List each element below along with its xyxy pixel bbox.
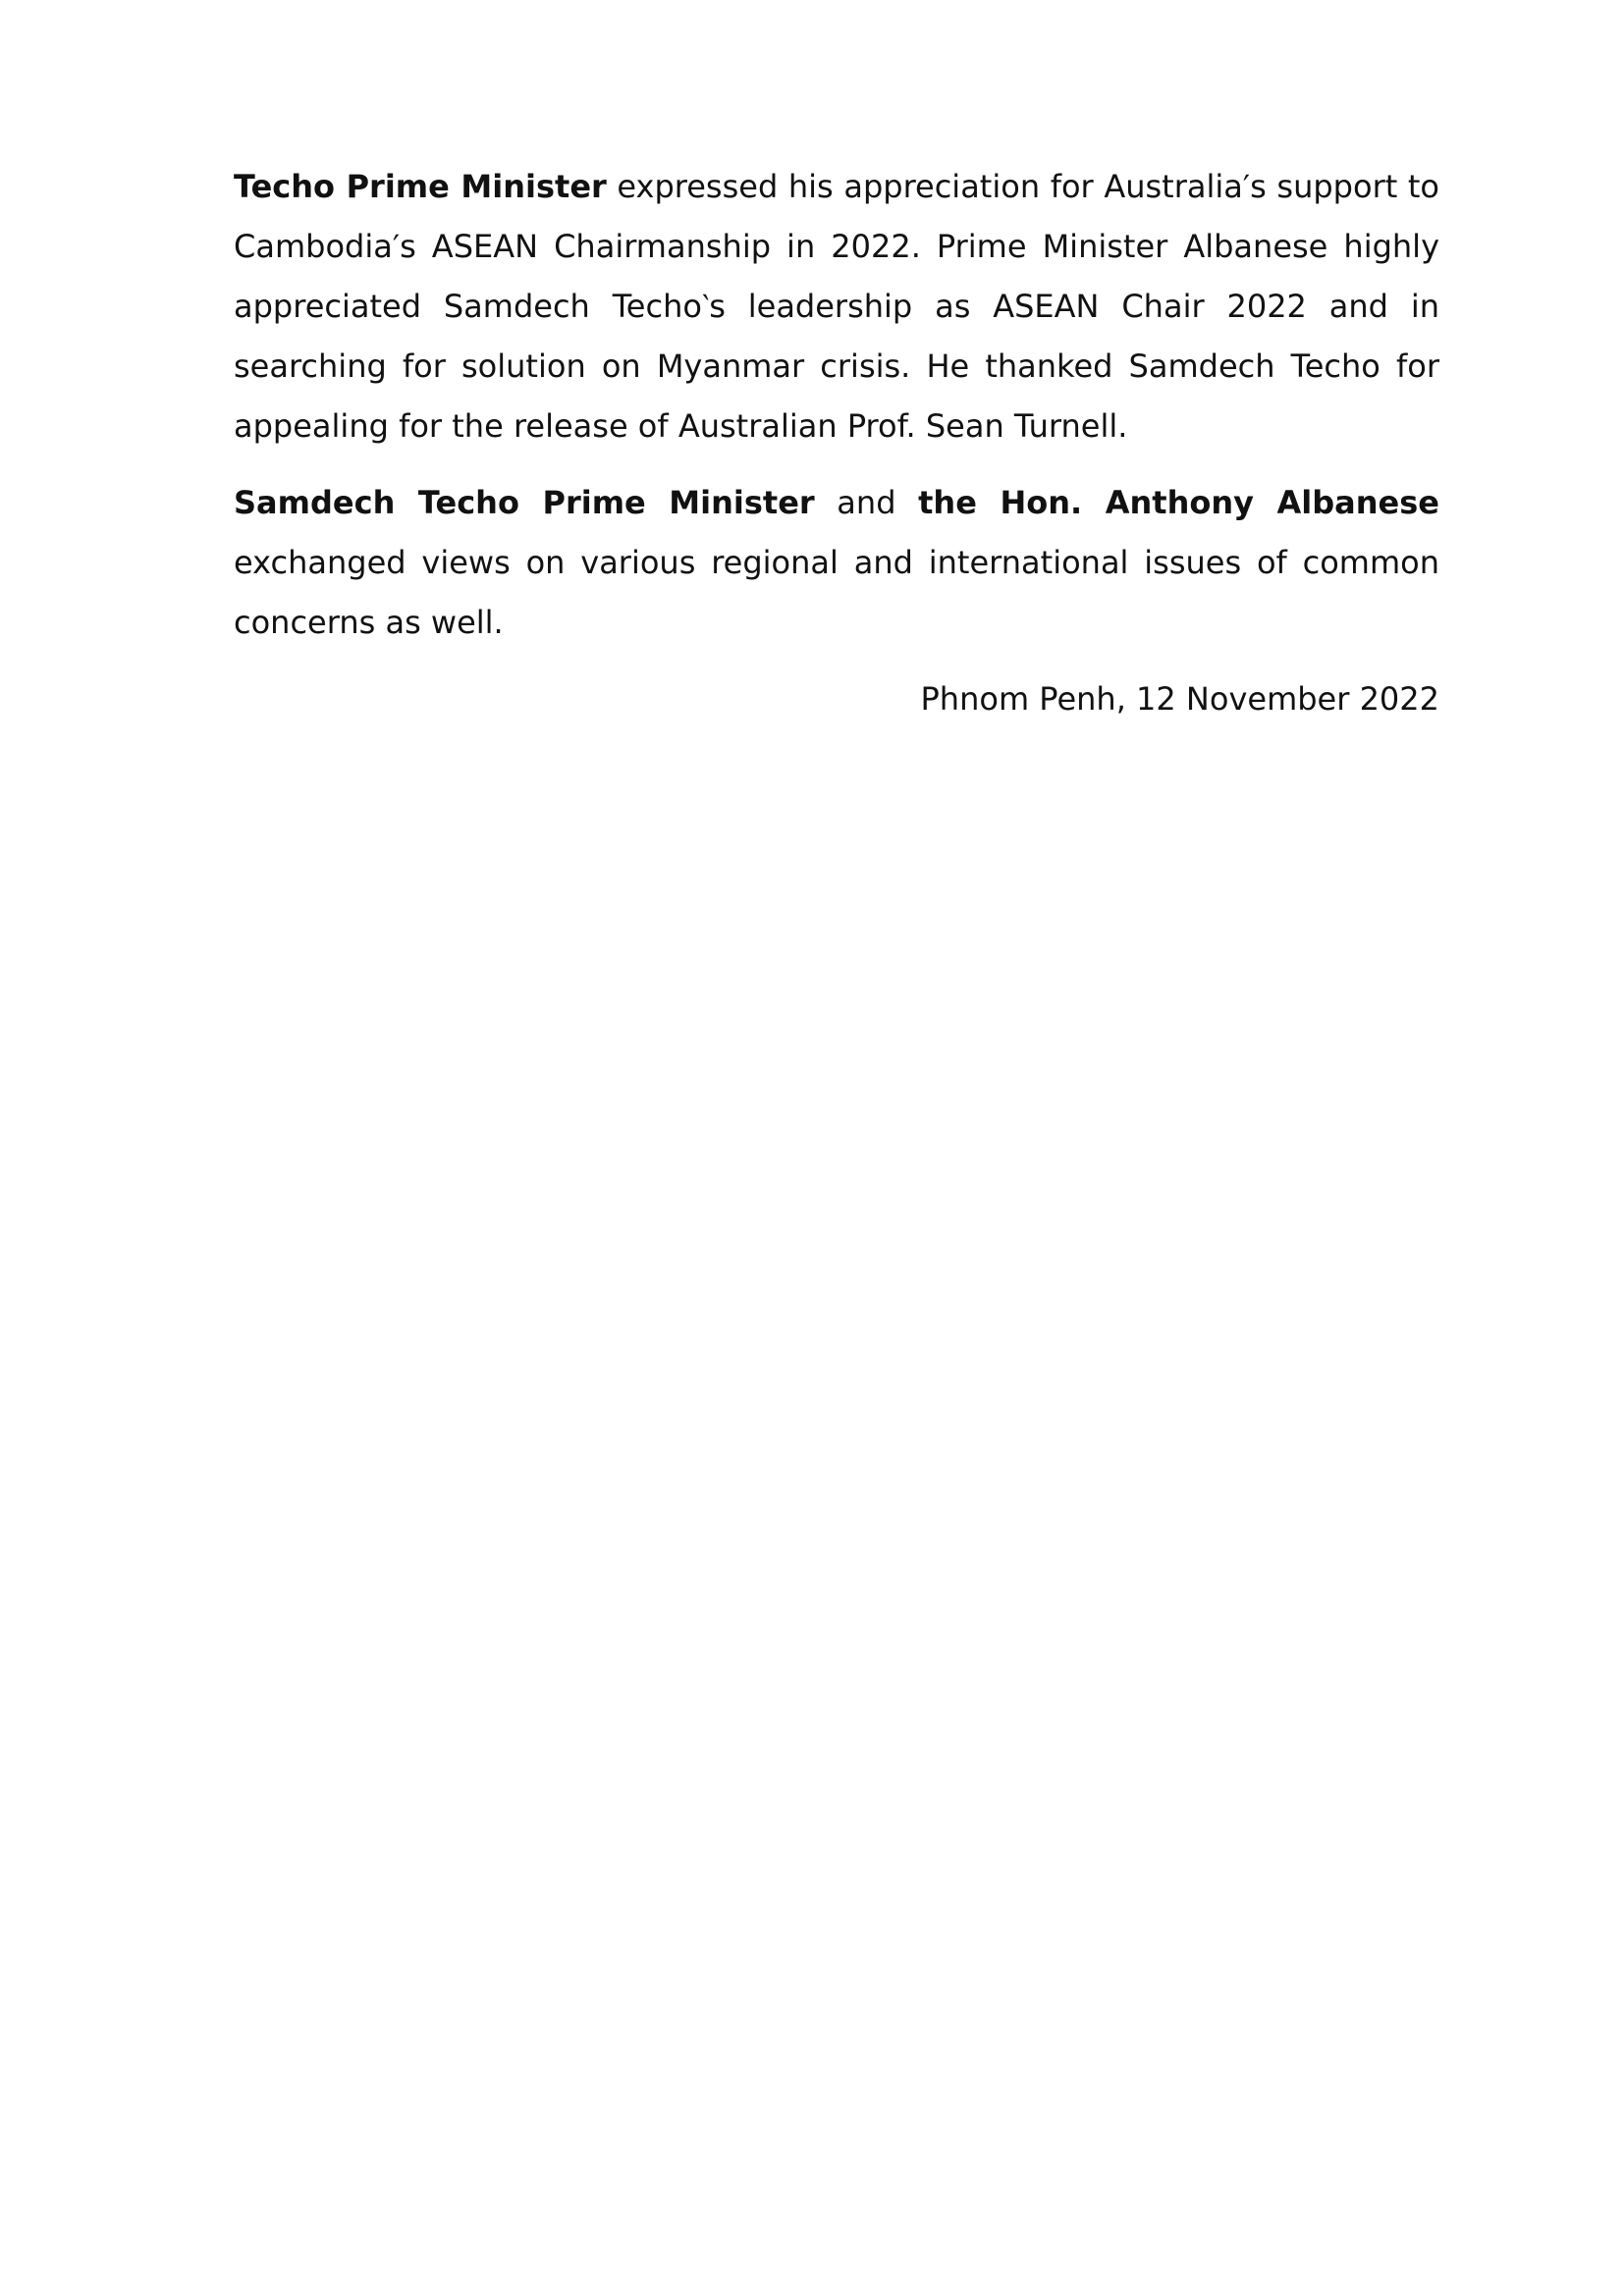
bold-lead: Samdech Techo Prime Minister bbox=[234, 484, 815, 521]
connector-text: and bbox=[814, 484, 919, 521]
dateline: Phnom Penh, 12 November 2022 bbox=[920, 680, 1439, 718]
bold-second: the Hon. Anthony Albanese bbox=[918, 484, 1440, 521]
paragraph-appreciation bbox=[234, 157, 1439, 456]
bold-lead: Techo Prime Minister bbox=[234, 168, 607, 205]
paragraph-text: exchanged views on various regional and international issues of common concerns as well. bbox=[234, 544, 1439, 641]
document-page bbox=[234, 157, 1439, 729]
paragraph-text: expressed his appreciation for Australia′s support to Cambodia′s ASEAN Chairmanship in 2022. Prime Minister Albanese highly appreciated Samdech Techo‵s leadership as ASEAN Chair 2022 and in searching for solution on Myanmar crisis. He thanked Samdech Techo for appealing for the release of Australian Prof. Sean Turnell. bbox=[234, 168, 1440, 445]
paragraph-exchange bbox=[234, 473, 1439, 653]
